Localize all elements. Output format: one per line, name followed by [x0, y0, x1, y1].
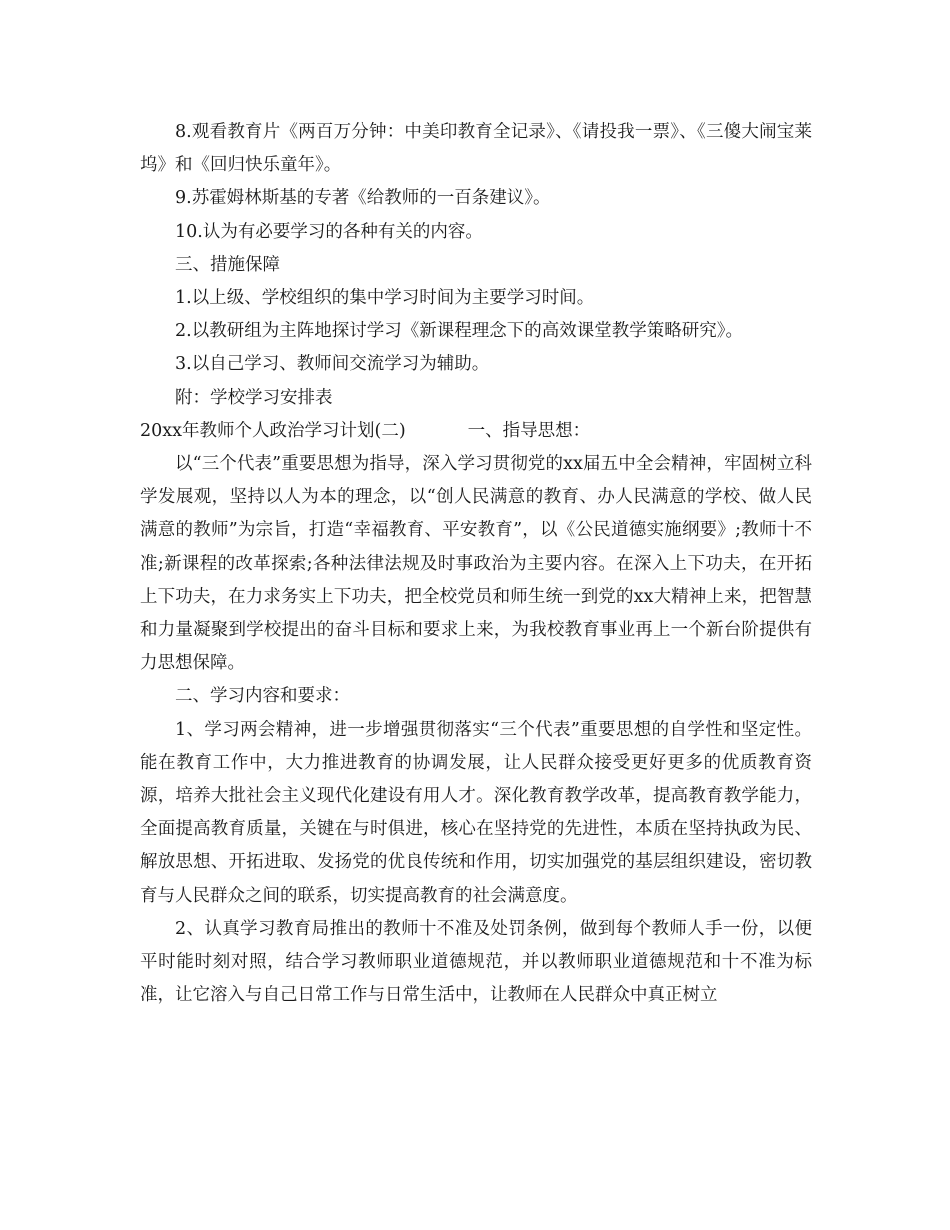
plan-title-line: [140, 415, 812, 448]
paragraph-measure-1: 1.以上级、学校组织的集中学习时间为主要学习时间。: [175, 288, 595, 309]
paragraph-guiding-thought: 以“三个代表”重要思想为指导，深入学习贯彻党的xx届五中全会精神，牢固树立科学发展观，坚持以人为本的理念，以“创人民满意的教育、办人民满意的学校、做人民满意的教师”为宗旨，打造“幸福教育、平安教育”，以《公民道德实施纲要》;教师十不准;新课程的改革探索;各种法律法规及时事政治为主要内容。在深入上下功夫，在开拓上下功夫，在力求务实上下功夫，把全校党员和师生统一到党的xx大精神上来，把智慧和力量凝聚到学校提出的奋斗目标和要求上来，为我校教育事业再上一个新台阶提供有力思想保障。: [140, 454, 812, 674]
plan-title: 20xx年教师个人政治学习计划(二): [140, 420, 406, 441]
paragraph-study-2: 2、认真学习教育局推出的教师十不准及处罚条例，做到每个教师人手一份，以便平时能时刻对照，结合学习教师职业道德规范，并以教师职业道德规范和十不准为标准，让它溶入与自己日常工作与日常生活中，让教师在人民群众中真正树立: [140, 918, 812, 1006]
paragraph-measure-3: 3.以自己学习、教师间交流学习为辅助。: [175, 354, 490, 375]
section-heading-study-content: 二、学习内容和要求：: [175, 686, 350, 707]
section-heading-guiding-thought: 一、指导思想：: [467, 420, 591, 441]
paragraph-study-1: 1、学习两会精神，进一步增强贯彻落实“三个代表”重要思想的自学性和坚定性。能在教育工作中，大力推进教育的协调发展，让人民群众接受更好更多的优质教育资源，培养大批社会主义现代化建设有用人才。深化教育教学改革，提高教育教学能力，全面提高教育质量，关键在与时俱进，核心在坚持党的先进性，本质在坚持执政为民、解放思想、开拓进取、发扬党的优良传统和作用，切实加强党的基层组织建设，密切教育与人民群众之间的联系，切实提高教育的社会满意度。: [140, 719, 812, 906]
paragraph-item-8: 8.观看教育片《两百万分钟：中美印教育全记录》、《请投我一票》、《三傻大闹宝莱坞》和《回归快乐童年》。: [140, 122, 812, 176]
paragraph-measure-2: 2.以教研组为主阵地探讨学习《新课程理念下的高效课堂教学策略研究》。: [175, 321, 743, 342]
document-body: [140, 116, 812, 1012]
paragraph-appendix: 附：学校学习安排表: [175, 387, 333, 408]
paragraph-item-10: 10.认为有必要学习的各种有关的内容。: [175, 221, 483, 242]
paragraph-item-9: 9.苏霍姆林斯基的专著《给教师的一百条建议》。: [175, 188, 551, 209]
section-heading-measures: 三、措施保障: [175, 254, 280, 275]
